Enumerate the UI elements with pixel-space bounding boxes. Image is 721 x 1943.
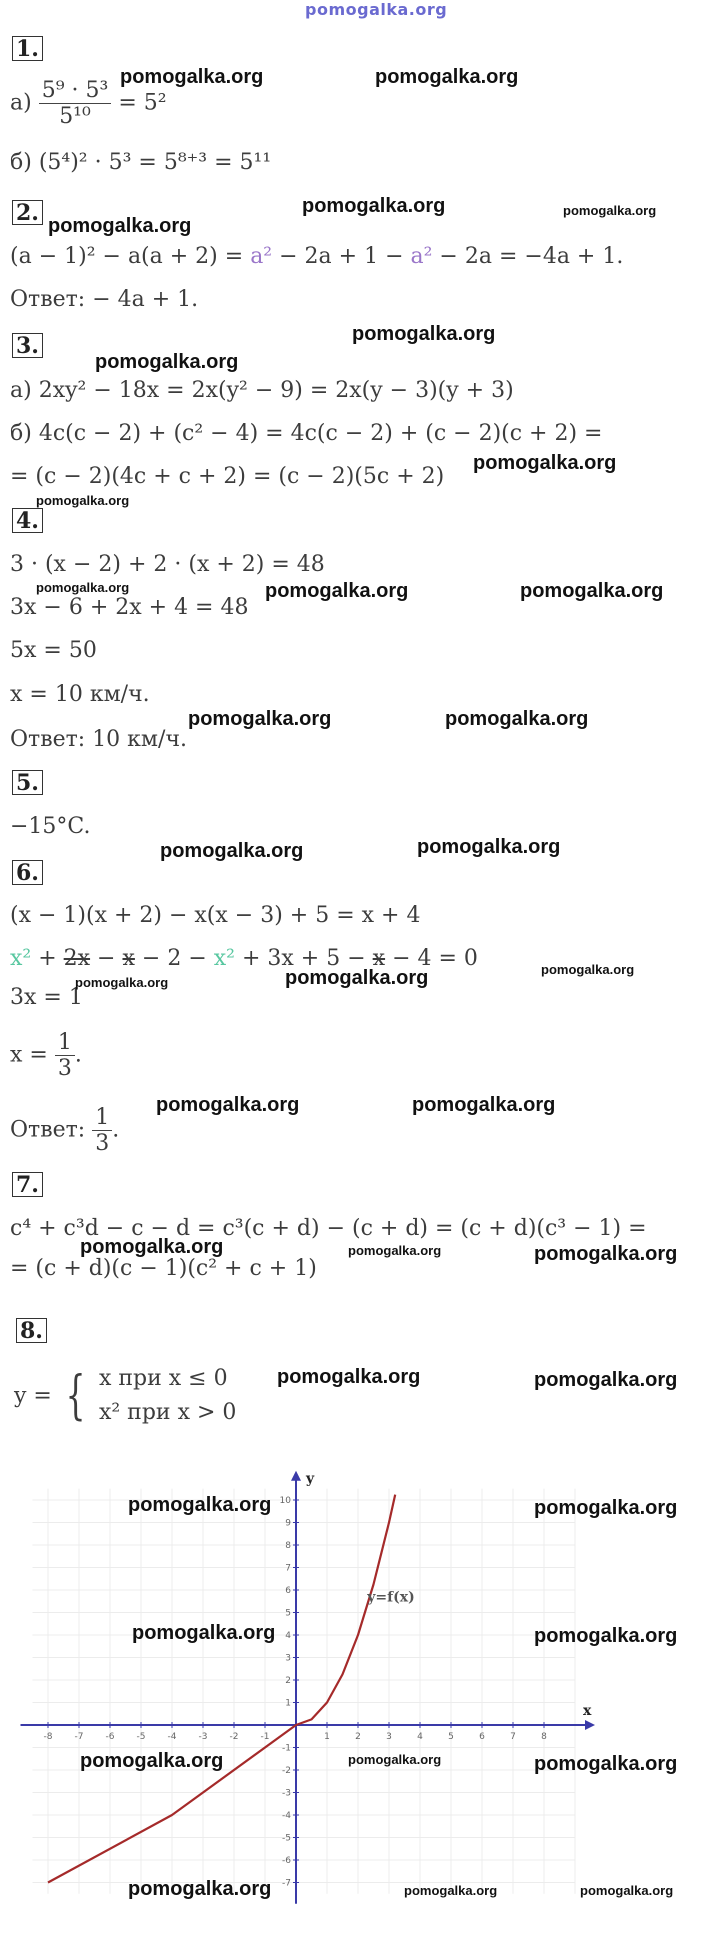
fraction — [55, 1030, 75, 1081]
watermark: pomogalka.org — [160, 840, 304, 862]
piecewise-cases — [99, 1362, 236, 1430]
problem-1-a-label: а) — [10, 90, 32, 116]
denominator: 5¹⁰ — [39, 103, 112, 129]
x-tick-label: -4 — [167, 1732, 177, 1742]
x-tick-label: 8 — [541, 1732, 547, 1742]
y-tick-label: 7 — [285, 1563, 291, 1574]
y-tick-label: 6 — [285, 1586, 291, 1596]
problem-5-line-1: −15°C. — [10, 814, 91, 839]
y-axis-label: y — [306, 1470, 315, 1487]
expr: − 2 − — [134, 946, 214, 971]
expr: + — [31, 946, 64, 971]
watermark: pomogalka.org — [352, 323, 496, 345]
term-cancelled: x — [372, 946, 386, 971]
x-tick-label: -1 — [260, 1732, 270, 1742]
watermark: pomogalka.org — [534, 1497, 678, 1519]
y-tick-label: 9 — [285, 1518, 291, 1529]
problem-number-3: 3. — [12, 333, 43, 358]
watermark: pomogalka.org — [541, 962, 635, 977]
case-2: x² при x > 0 — [98, 1400, 237, 1425]
y-tick-label: 2 — [285, 1676, 291, 1686]
x-tick-label: 1 — [324, 1732, 330, 1742]
problem-4-answer: Ответ: 10 км/ч. — [10, 727, 187, 752]
problem-7-line-1: c⁴ + c³d − c − d = c³(c + d) − (c + d) = (c + d)(c³ − 1) = — [10, 1216, 647, 1241]
watermark: pomogalka.org — [348, 1752, 442, 1767]
x-tick-label: 6 — [479, 1732, 485, 1742]
y-tick-label: -4 — [282, 1811, 291, 1821]
expr-highlight: a² — [250, 244, 273, 269]
watermark: pomogalka.org — [120, 66, 264, 88]
term-highlight: x² — [10, 946, 32, 971]
numerator: 1 — [57, 1030, 72, 1055]
problem-1-a-rhs: = 5² — [118, 90, 167, 116]
problem-6-answer: Ответ: $\frac{1}{3}$ . — [10, 1105, 120, 1156]
problem-number-5: 5. — [12, 770, 43, 795]
y-tick-label: -1 — [282, 1743, 291, 1754]
watermark: pomogalka.org — [417, 836, 561, 858]
watermark: pomogalka.org — [75, 975, 169, 990]
problem-number-8: 8. — [16, 1318, 47, 1343]
y-axis-arrow — [291, 1471, 301, 1481]
watermark: pomogalka.org — [156, 1094, 300, 1116]
problem-2-line-1 — [10, 244, 623, 269]
problem-4-line-2: 3x − 6 + 2x + 4 = 48 — [10, 595, 249, 620]
numerator: 5⁹ · 5³ — [41, 78, 109, 103]
fraction — [92, 1105, 112, 1156]
y-tick-label: 4 — [285, 1631, 291, 1641]
problem-6-line-1: (x − 1)(x + 2) − x(x − 3) + 5 = x + 4 — [10, 903, 421, 928]
problem-number-2: 2. — [12, 200, 43, 225]
expr-highlight: a² — [410, 244, 433, 269]
function-graph — [10, 1440, 590, 1920]
watermark: pomogalka.org — [132, 1622, 276, 1644]
term-cancelled: 2x — [63, 946, 91, 971]
x-axis-arrow — [585, 1720, 595, 1730]
watermark: pomogalka.org — [563, 203, 657, 218]
numerator: 1 — [95, 1105, 110, 1130]
problem-3-b-line-1: б) 4c(c − 2) + (c² − 4) = 4c(c − 2) + (c − 2)(c + 2) = — [10, 421, 603, 446]
watermark: pomogalka.org — [534, 1753, 678, 1775]
watermark: pomogalka.org — [128, 1878, 272, 1900]
denominator: 3 — [55, 1055, 75, 1081]
expr: − — [90, 946, 123, 971]
x-tick-label: 7 — [510, 1732, 516, 1742]
watermark: pomogalka.org — [580, 1883, 674, 1898]
x-tick-label: 4 — [417, 1732, 423, 1742]
x-tick-label: 5 — [448, 1732, 454, 1742]
watermark: pomogalka.org — [348, 1243, 442, 1258]
answer-label: Ответ: — [10, 1117, 86, 1143]
problem-6-line-3: 3x = 1 — [10, 985, 83, 1010]
y-tick-label: 3 — [285, 1653, 291, 1664]
expr: − 4 = 0 — [385, 946, 478, 971]
y-tick-label: 5 — [285, 1608, 291, 1619]
y-tick-label: -6 — [282, 1856, 291, 1866]
watermark: pomogalka.org — [48, 215, 192, 237]
watermark: pomogalka.org — [36, 580, 130, 595]
problem-6-line-4: x = $\frac{1}{3}$ . — [10, 1030, 82, 1081]
watermark: pomogalka.org — [95, 351, 239, 373]
watermark: pomogalka.org — [534, 1625, 678, 1647]
expr: y = — [14, 1383, 52, 1409]
fraction — [39, 78, 112, 129]
problem-8-function — [14, 1362, 236, 1430]
case-1: x при x ≤ 0 — [98, 1366, 228, 1391]
watermark: pomogalka.org — [404, 1883, 498, 1898]
watermark: pomogalka.org — [520, 580, 664, 602]
term-highlight: x² — [213, 946, 235, 971]
problem-1-b: б) (5⁴)² · 5³ = 5⁸⁺³ = 5¹¹ — [10, 150, 272, 175]
x-tick-label: -7 — [74, 1732, 84, 1742]
y-tick-label: 10 — [279, 1496, 291, 1506]
expr: − 2a + 1 − — [272, 244, 411, 269]
watermark: pomogalka.org — [128, 1494, 272, 1516]
x-tick-label: -6 — [105, 1732, 115, 1742]
y-tick-label: 8 — [285, 1541, 291, 1551]
watermark: pomogalka.org — [36, 493, 130, 508]
x-axis-label: x — [583, 1703, 592, 1719]
site-logo[interactable]: pomogalka.org — [305, 0, 448, 19]
problem-number-1: 1. — [12, 36, 43, 61]
x-tick-label: 2 — [355, 1732, 361, 1742]
x-tick-label: -2 — [229, 1732, 239, 1742]
y-tick-label: -3 — [282, 1788, 291, 1799]
watermark: pomogalka.org — [445, 708, 589, 730]
expr: (a − 1)² − a(a + 2) = — [10, 244, 251, 269]
problem-3-b-line-2: = (c − 2)(4c + c + 2) = (c − 2)(5c + 2) — [10, 464, 445, 489]
watermark: pomogalka.org — [285, 967, 429, 989]
y-tick-label: -7 — [282, 1878, 291, 1889]
brace: { — [65, 1366, 86, 1426]
watermark: pomogalka.org — [80, 1236, 224, 1258]
problem-number-4: 4. — [12, 508, 43, 533]
x-tick-label: -8 — [43, 1732, 53, 1742]
watermark: pomogalka.org — [534, 1369, 678, 1391]
watermark: pomogalka.org — [473, 452, 617, 474]
y-tick-label: -2 — [282, 1766, 291, 1776]
series-line — [48, 1495, 395, 1883]
watermark: pomogalka.org — [265, 580, 409, 602]
problem-7-line-2: = (c + d)(c − 1)(c² + c + 1) — [10, 1256, 317, 1281]
function-annotation: y=f(x) — [367, 1589, 415, 1606]
y-tick-label: -5 — [282, 1833, 291, 1844]
watermark: pomogalka.org — [277, 1366, 421, 1388]
problem-4-line-3: 5x = 50 — [10, 638, 97, 663]
watermark: pomogalka.org — [534, 1243, 678, 1265]
problem-4-line-1: 3 · (x − 2) + 2 · (x + 2) = 48 — [10, 552, 325, 577]
x-tick-label: -3 — [198, 1732, 208, 1742]
x-tick-label: 3 — [386, 1732, 392, 1742]
watermark: pomogalka.org — [188, 708, 332, 730]
denominator: 3 — [92, 1130, 112, 1156]
watermark: pomogalka.org — [80, 1750, 224, 1772]
expr: + 3x + 5 − — [234, 946, 373, 971]
x-tick-label: -5 — [136, 1732, 146, 1742]
term-cancelled: x — [122, 946, 135, 971]
expr: − 2a = −4a + 1. — [432, 244, 624, 269]
problem-number-6: 6. — [12, 860, 43, 885]
watermark: pomogalka.org — [412, 1094, 556, 1116]
expr: x = — [10, 1042, 48, 1068]
problem-number-7: 7. — [12, 1172, 43, 1197]
watermark: pomogalka.org — [375, 66, 519, 88]
problem-2-answer: Ответ: − 4a + 1. — [10, 287, 199, 312]
problem-4-line-4: x = 10 км/ч. — [10, 682, 150, 707]
problem-3-a: а) 2xy² − 18x = 2x(y² − 9) = 2x(y − 3)(y + 3) — [10, 378, 514, 403]
y-tick-label: 1 — [285, 1698, 291, 1709]
watermark: pomogalka.org — [302, 195, 446, 217]
